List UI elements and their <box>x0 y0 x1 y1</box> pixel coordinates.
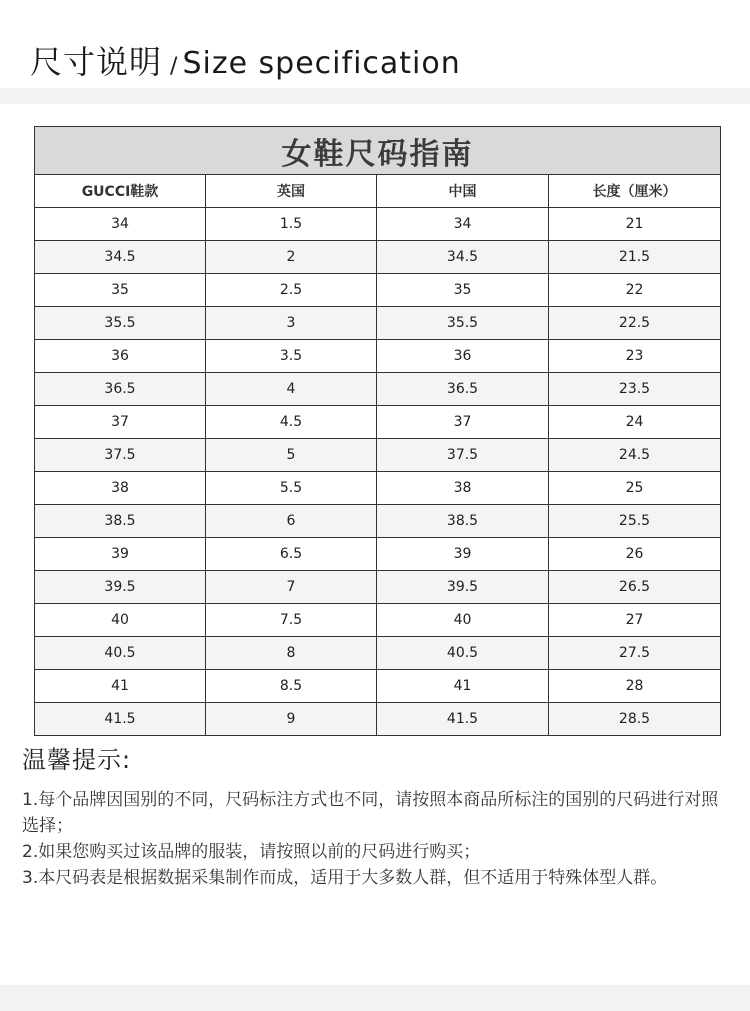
table-cell: 1.5 <box>206 208 377 241</box>
table-cell: 7 <box>206 571 377 604</box>
table-body <box>35 208 721 736</box>
page-title-cn: 尺寸说明 <box>30 43 163 81</box>
table-cell: 38.5 <box>35 505 206 538</box>
table-row <box>35 274 721 307</box>
table-cell: 37 <box>35 406 206 439</box>
bottom-band <box>0 985 750 1011</box>
tips-title: 温馨提示: <box>22 746 132 774</box>
table-cell: 8.5 <box>206 670 377 703</box>
table-cell: 35.5 <box>35 307 206 340</box>
table-cell: 28.5 <box>549 703 721 736</box>
tip-item-1: 1.每个品牌因国别的不同，尺码标注方式也不同，请按照本商品所标注的国别的尺码进行对照选择； <box>22 790 719 836</box>
top-divider-band <box>0 88 750 104</box>
table-row <box>35 538 721 571</box>
page-header <box>0 0 750 88</box>
table-cell: 37 <box>377 406 549 439</box>
table-cell: 38 <box>35 472 206 505</box>
table-cell: 38.5 <box>377 505 549 538</box>
table-cell: 39 <box>377 538 549 571</box>
table-cell: 9 <box>206 703 377 736</box>
table-row <box>35 604 721 637</box>
table-row <box>35 439 721 472</box>
table-cell: 22.5 <box>549 307 721 340</box>
table-cell: 35 <box>35 274 206 307</box>
table-cell: 37.5 <box>35 439 206 472</box>
title-separator: / <box>170 54 179 79</box>
table-cell: 21.5 <box>549 241 721 274</box>
table-cell: 21 <box>549 208 721 241</box>
table-cell: 22 <box>549 274 721 307</box>
size-chart-table <box>34 126 721 736</box>
table-cell: 5 <box>206 439 377 472</box>
table-cell: 35.5 <box>377 307 549 340</box>
table-cell: 7.5 <box>206 604 377 637</box>
tips-list <box>22 787 734 891</box>
table-row <box>35 472 721 505</box>
column-header-cn: 中国 <box>377 175 549 208</box>
page-title <box>30 42 461 87</box>
table-title: 女鞋尺码指南 <box>35 127 721 175</box>
table-cell: 34.5 <box>35 241 206 274</box>
table-cell: 36 <box>35 340 206 373</box>
table-cell: 40 <box>35 604 206 637</box>
table-cell: 37.5 <box>377 439 549 472</box>
table-row <box>35 637 721 670</box>
table-cell: 41.5 <box>377 703 549 736</box>
column-header-uk: 英国 <box>206 175 377 208</box>
table-cell: 34 <box>35 208 206 241</box>
table-cell: 35 <box>377 274 549 307</box>
table-cell: 2 <box>206 241 377 274</box>
table-row <box>35 571 721 604</box>
table-cell: 8 <box>206 637 377 670</box>
table-row <box>35 307 721 340</box>
table-cell: 36.5 <box>35 373 206 406</box>
table-row <box>35 670 721 703</box>
table-cell: 24 <box>549 406 721 439</box>
table-cell: 27 <box>549 604 721 637</box>
table-cell: 38 <box>377 472 549 505</box>
table-header-row <box>35 175 721 208</box>
table-cell: 40.5 <box>377 637 549 670</box>
table-cell: 34.5 <box>377 241 549 274</box>
table-cell: 3 <box>206 307 377 340</box>
table-cell: 36.5 <box>377 373 549 406</box>
table-row <box>35 208 721 241</box>
table-row <box>35 241 721 274</box>
table-row <box>35 406 721 439</box>
table-cell: 26 <box>549 538 721 571</box>
table-cell: 24.5 <box>549 439 721 472</box>
table-cell: 3.5 <box>206 340 377 373</box>
table-cell: 6.5 <box>206 538 377 571</box>
table-cell: 4.5 <box>206 406 377 439</box>
table-cell: 25 <box>549 472 721 505</box>
table-cell: 39 <box>35 538 206 571</box>
table-cell: 40.5 <box>35 637 206 670</box>
column-header-gucci: GUCCI鞋款 <box>35 175 206 208</box>
table-cell: 4 <box>206 373 377 406</box>
table-cell: 40 <box>377 604 549 637</box>
table-cell: 39.5 <box>377 571 549 604</box>
table-cell: 39.5 <box>35 571 206 604</box>
table-cell: 23 <box>549 340 721 373</box>
table-cell: 28 <box>549 670 721 703</box>
table-cell: 36 <box>377 340 549 373</box>
table-cell: 41.5 <box>35 703 206 736</box>
tip-item-3: 3.本尺码表是根据数据采集制作而成，适用于大多数人群，但不适用于特殊体型人群。 <box>22 868 668 888</box>
table-cell: 41 <box>35 670 206 703</box>
column-header-length: 长度（厘米） <box>549 175 721 208</box>
table-cell: 25.5 <box>549 505 721 538</box>
table-cell: 41 <box>377 670 549 703</box>
table-cell: 34 <box>377 208 549 241</box>
table-cell: 5.5 <box>206 472 377 505</box>
tip-item-2: 2.如果您购买过该品牌的服装，请按照以前的尺码进行购买； <box>22 842 481 862</box>
table-row <box>35 703 721 736</box>
table-cell: 26.5 <box>549 571 721 604</box>
table-row <box>35 373 721 406</box>
table-row <box>35 340 721 373</box>
table-cell: 23.5 <box>549 373 721 406</box>
table-cell: 2.5 <box>206 274 377 307</box>
table-cell: 6 <box>206 505 377 538</box>
table-row <box>35 505 721 538</box>
table-cell: 27.5 <box>549 637 721 670</box>
page-title-en: Size specification <box>182 46 461 81</box>
